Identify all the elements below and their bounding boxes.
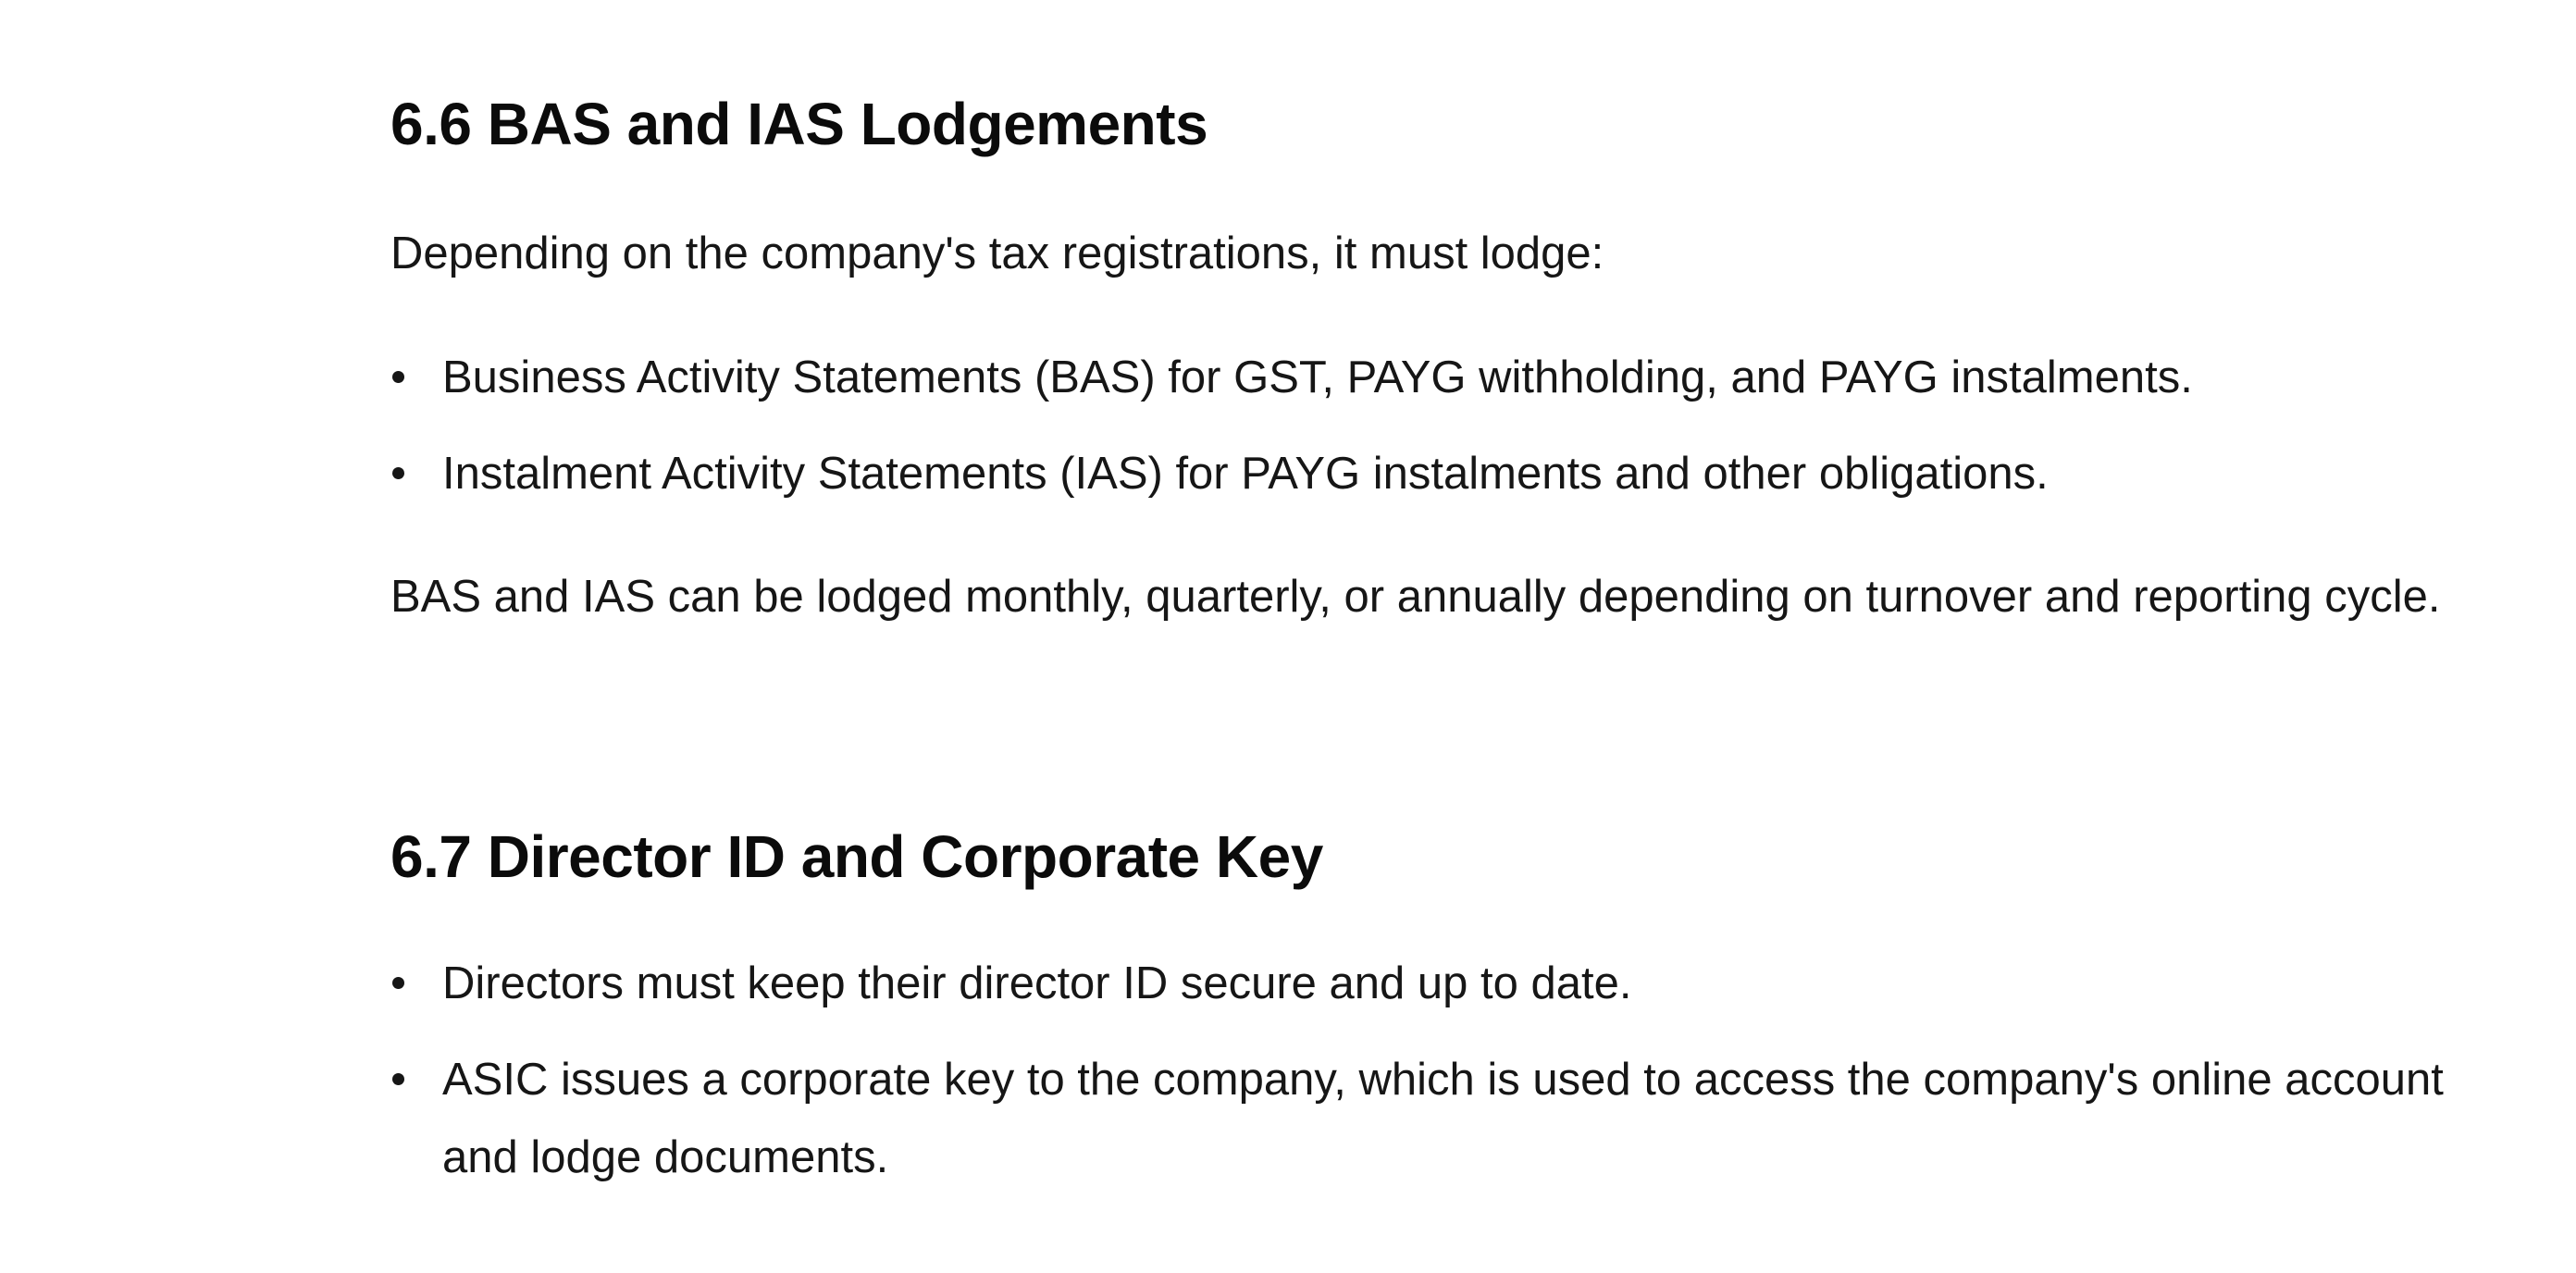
section-heading-6-6: 6.6 BAS and IAS Lodgements bbox=[390, 91, 1208, 157]
section-6-6-bullet-list bbox=[390, 339, 2482, 531]
section-6-6-intro: Depending on the company's tax registrations, it must lodge: bbox=[390, 229, 1604, 278]
list-item-text: Directors must keep their director ID secure and up to date. bbox=[442, 958, 1632, 1008]
list-item bbox=[390, 945, 2482, 1022]
list-item bbox=[390, 435, 2482, 513]
list-item-text: Business Activity Statements (BAS) for GST, PAYG withholding, and PAYG instalments. bbox=[442, 352, 2193, 402]
section-6-6-closing: BAS and IAS can be lodged monthly, quarterly, or annually depending on turnover and reporting cycle. bbox=[390, 572, 2441, 622]
list-item bbox=[390, 1041, 2482, 1196]
list-item-text: Instalment Activity Statements (IAS) for PAYG instalments and other obligations. bbox=[442, 449, 2049, 499]
bullet-icon bbox=[392, 977, 404, 989]
section-6-7-bullet-list bbox=[390, 945, 2482, 1215]
bullet-icon bbox=[392, 1073, 404, 1085]
bullet-icon bbox=[392, 467, 404, 479]
list-item bbox=[390, 339, 2482, 416]
bullet-icon bbox=[392, 371, 404, 383]
section-heading-6-7: 6.7 Director ID and Corporate Key bbox=[390, 823, 1323, 890]
list-item-text: ASIC issues a corporate key to the company, which is used to access the company's online account and lodge documents. bbox=[442, 1055, 2444, 1182]
